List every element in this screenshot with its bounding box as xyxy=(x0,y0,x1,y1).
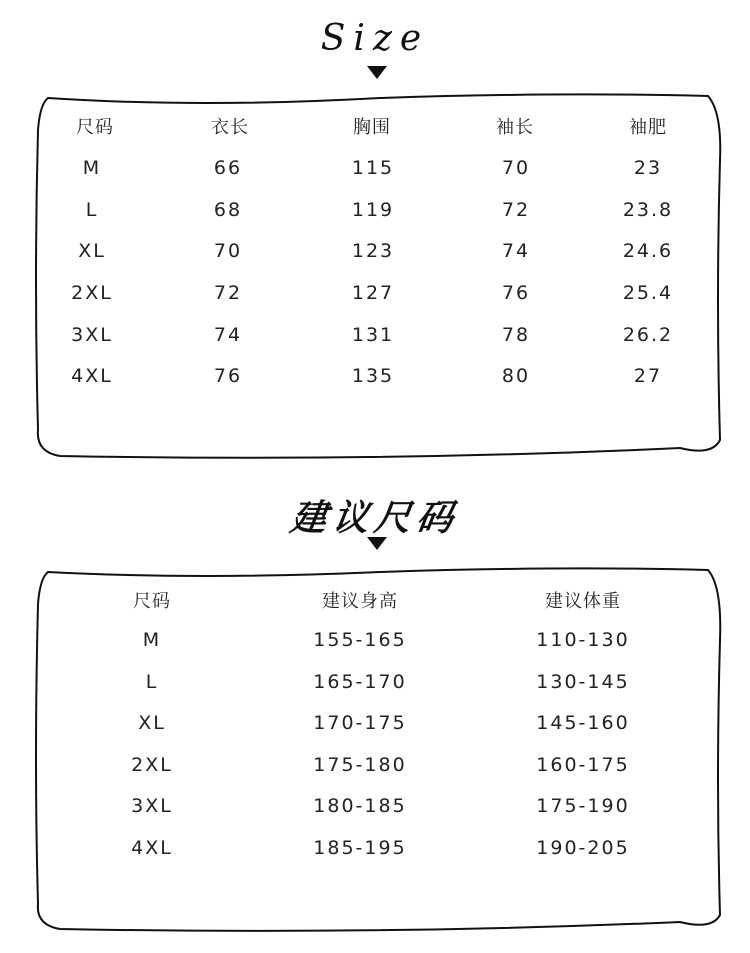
table-cell: 131 xyxy=(351,324,395,346)
header-cell: 尺码 xyxy=(76,117,114,138)
table-cell: 2XL xyxy=(71,282,113,304)
table-cell: 76 xyxy=(501,282,531,304)
table-cell: M xyxy=(142,629,162,651)
table-cell: 175-190 xyxy=(536,795,630,817)
header-cell: 袖肥 xyxy=(629,117,667,138)
table-cell: 2XL xyxy=(131,754,173,776)
table-cell: 70 xyxy=(501,157,531,179)
down-arrow-icon xyxy=(367,66,387,79)
header-cell: 尺码 xyxy=(133,591,171,612)
recommend-title: 建议尺码 xyxy=(287,497,462,539)
table-cell: 24.6 xyxy=(622,240,674,262)
table-cell: L xyxy=(145,671,159,693)
table-cell: 127 xyxy=(351,282,395,304)
table-cell: 80 xyxy=(501,365,531,387)
table-cell: 180-185 xyxy=(313,795,407,817)
table-cell: M xyxy=(82,157,102,179)
table-cell: 70 xyxy=(213,240,243,262)
table-cell: 185-195 xyxy=(313,837,407,859)
header-cell: 袖长 xyxy=(496,117,534,138)
header-cell: 衣长 xyxy=(211,117,249,138)
table-cell: 160-175 xyxy=(536,754,630,776)
table-cell: 25.4 xyxy=(622,282,674,304)
size-table-frame xyxy=(36,94,720,457)
table-cell: 170-175 xyxy=(313,712,407,734)
header-cell: 建议体重 xyxy=(545,591,621,612)
table-cell: 190-205 xyxy=(536,837,630,859)
table-cell: 74 xyxy=(501,240,531,262)
table-cell: 115 xyxy=(351,157,395,179)
table-cell: 72 xyxy=(213,282,243,304)
table-cell: 78 xyxy=(501,324,531,346)
table-cell: 23 xyxy=(633,157,663,179)
table-cell: 68 xyxy=(213,199,243,221)
table-cell: XL xyxy=(78,240,106,262)
table-cell: 123 xyxy=(351,240,395,262)
size-title: Size xyxy=(320,18,430,59)
table-cell: L xyxy=(85,199,99,221)
table-cell: 26.2 xyxy=(622,324,674,346)
table-cell: 155-165 xyxy=(313,629,407,651)
table-cell: 145-160 xyxy=(536,712,630,734)
table-cell: XL xyxy=(138,712,166,734)
down-arrow-icon xyxy=(367,537,387,550)
table-cell: 66 xyxy=(213,157,243,179)
table-cell: 74 xyxy=(213,324,243,346)
table-cell: 27 xyxy=(633,365,663,387)
table-cell: 23.8 xyxy=(622,199,674,221)
table-cell: 3XL xyxy=(131,795,173,817)
table-cell: 4XL xyxy=(131,837,173,859)
table-cell: 110-130 xyxy=(536,629,630,651)
header-cell: 胸围 xyxy=(353,117,391,138)
table-cell: 4XL xyxy=(71,365,113,387)
table-cell: 135 xyxy=(351,365,395,387)
table-cell: 175-180 xyxy=(313,754,407,776)
table-cell: 72 xyxy=(501,199,531,221)
table-cell: 3XL xyxy=(71,324,113,346)
header-cell: 建议身高 xyxy=(322,591,398,612)
table-cell: 130-145 xyxy=(536,671,630,693)
table-cell: 165-170 xyxy=(313,671,407,693)
table-cell: 119 xyxy=(351,199,395,221)
table-cell: 76 xyxy=(213,365,243,387)
